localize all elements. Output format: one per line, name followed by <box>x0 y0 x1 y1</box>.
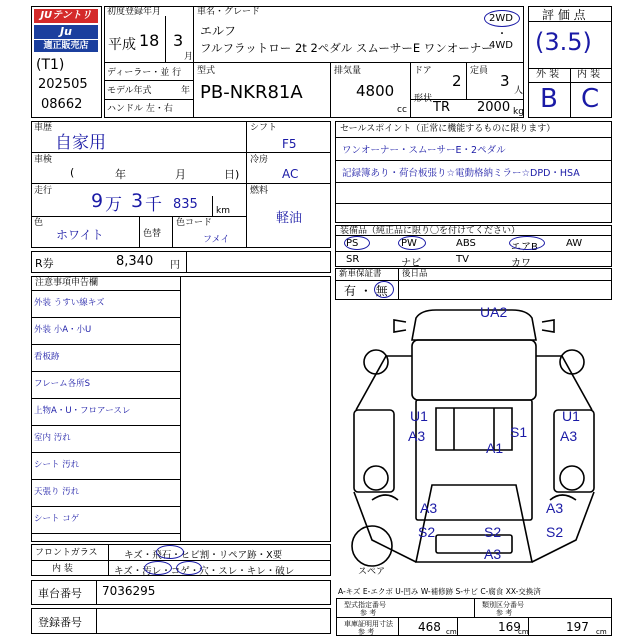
warranty-value: 有 ・ 無 <box>344 284 388 298</box>
color-code-value: フメイ <box>203 235 230 245</box>
note-item: シート 汚れ <box>34 460 80 470</box>
car-name-label: 車名・グレード <box>197 7 261 17</box>
lot-number-1: 202505 <box>38 77 88 92</box>
model-type-label: 型式 <box>197 66 216 76</box>
inspection-day-unit: 日) <box>224 168 240 181</box>
equipment-airbag-circle <box>509 236 545 250</box>
warranty-reissue-label: 後日品 <box>402 269 428 279</box>
recycle-box <box>31 251 331 273</box>
note-item: 外装 うすい線キズ <box>34 298 105 308</box>
height-unit: cm <box>596 628 607 636</box>
drive-dot: ・ <box>497 29 507 40</box>
model-year-label: モデル年式 <box>107 86 152 96</box>
chassis-value: 7036295 <box>102 584 156 598</box>
warranty-none-circle <box>374 281 394 298</box>
equipment-item: エアB <box>511 242 538 253</box>
class-no-ref: 参 考 <box>496 609 513 617</box>
sales-points-label: セールスポイント（正常に機能するものに限ります） <box>340 124 556 134</box>
fuel-label: 燃料 <box>250 186 269 196</box>
width-unit: cm <box>518 628 529 636</box>
color-replaced-label: 色替 <box>143 229 162 239</box>
damage-code: A3 <box>420 500 438 516</box>
capacity-label: 定員 <box>470 66 489 76</box>
damage-code: A3 <box>408 428 426 444</box>
shape-label: 形状 <box>414 94 433 104</box>
note-item: シート コゲ <box>34 514 80 524</box>
damage-code: A1 <box>486 440 504 456</box>
damage-code: S2 <box>546 524 564 540</box>
equipment-item: PS <box>346 238 359 249</box>
shift-value: F5 <box>282 137 297 151</box>
shift-label: シフト <box>250 123 278 133</box>
glass-label: フロントガラス <box>35 548 98 558</box>
glass-chip-circle <box>156 545 184 559</box>
usage-value: 自家用 <box>55 133 106 153</box>
note-item: フレーム各所S <box>34 379 91 389</box>
damage-code: U1 <box>562 408 580 424</box>
spare-label: スペア <box>358 567 386 577</box>
interior-check-value: キズ・汚レ・コゲ・穴・スレ・キレ・破レ <box>114 566 295 577</box>
fuel-value: 軽油 <box>276 211 303 226</box>
equipment-item: TV <box>456 254 469 265</box>
doors-label: ドア <box>414 66 432 76</box>
interior-label: 内 装 <box>577 69 601 80</box>
note-item: 外装 小A・小U <box>34 325 92 335</box>
model-no-ref: 参 考 <box>360 609 377 617</box>
logo-badge: Ju <box>34 25 98 39</box>
length-label: 車庫証明用寸法 <box>344 620 393 628</box>
note-item: 上物A・U・フロアースレ <box>34 406 131 416</box>
damage-code: U1 <box>410 408 428 424</box>
warranty-label: 新車保証書 <box>339 269 382 279</box>
note-item: 天張り 汚れ <box>34 487 80 497</box>
first-reg-month: 3 <box>173 31 184 50</box>
displacement-label: 排気量 <box>334 66 362 76</box>
damage-code: UA2 <box>480 304 508 320</box>
damage-code: S2 <box>484 524 502 540</box>
color-label: 色 <box>34 218 44 228</box>
exterior-label: 外 装 <box>536 69 560 80</box>
mileage-man: 9 <box>91 190 104 212</box>
dealer-label: ディーラー・並 行 <box>107 68 182 78</box>
recycle-unit: 円 <box>170 260 180 271</box>
first-reg-year: 18 <box>139 31 160 50</box>
damage-code: A3 <box>560 428 578 444</box>
damage-code: S2 <box>418 524 436 540</box>
length-value: 468 <box>418 620 441 634</box>
width-value: 169 <box>498 620 521 634</box>
exterior-grade: B <box>540 84 558 114</box>
mileage-sen: 3 <box>131 190 144 212</box>
evaluation-label: 評 価 点 <box>542 8 586 22</box>
displacement-value: 4800 <box>356 82 395 100</box>
recycle-value: 8,340 <box>116 254 154 269</box>
notes-label: 注意事項申告欄 <box>35 278 99 288</box>
equipment-ps-circle <box>344 236 370 250</box>
equipment-label: 装備品（純正品に限り〇を付けてください） <box>340 226 521 236</box>
equipment-item: カワ <box>511 258 531 269</box>
displacement-unit: cc <box>397 105 407 115</box>
model-year-unit: 年 <box>181 86 191 96</box>
aircon-label: 冷房 <box>250 155 269 165</box>
logo-box <box>31 6 102 118</box>
first-reg-month-unit: 月 <box>184 52 194 62</box>
inspection-label: 車検 <box>34 155 53 165</box>
load-value: 2000 <box>477 100 511 115</box>
usage-label: 車歴 <box>34 123 53 133</box>
interior-stain-circle <box>144 561 172 575</box>
sales-points-line2: 記録簿あり・荷台板張り☆電動格納ミラー☆DPD・HSA <box>342 168 580 179</box>
damage-legend: A-キズ E-エクボ U-凹み W-補修跡 S-サビ C-腐食 XX-交換済 <box>338 587 541 596</box>
model-type-value: PB-NKR81A <box>200 82 303 103</box>
logo-subtitle: 適正販売店 <box>34 40 98 52</box>
height-value: 197 <box>566 620 589 634</box>
capacity-unit: 人 <box>514 86 524 96</box>
capacity-value: 3 <box>500 72 510 90</box>
mileage-man-unit: 万 <box>105 195 122 215</box>
damage-code: A3 <box>546 500 564 516</box>
equipment-item: AW <box>566 238 583 249</box>
lot-number-2: 08662 <box>41 97 83 112</box>
model-no-label: 型式指定番号 <box>344 601 386 609</box>
equipment-item: ABS <box>456 238 476 249</box>
note-item: 看板跡 <box>34 352 60 362</box>
mileage-rest: 835 <box>173 197 198 212</box>
inspection-month-unit: 月 <box>175 168 186 181</box>
registration-label: 登録番号 <box>38 616 82 629</box>
equipment-item: ナビ <box>401 258 421 269</box>
color-value: ホワイト <box>56 228 104 242</box>
color-code-label: 色コード <box>176 218 213 228</box>
inspection-year-unit: 年 <box>115 168 126 181</box>
sales-points-line1: ワンオーナー・スムーサーE・2ペダル <box>342 145 506 156</box>
evaluation-score: (3.5) <box>535 28 592 56</box>
length-unit: cm <box>446 628 457 636</box>
logo-top-banner: JUテントリ <box>34 9 98 23</box>
first-reg-era: 平成 <box>108 37 136 53</box>
damage-code: A3 <box>484 546 502 562</box>
interior-burn-circle <box>176 561 202 575</box>
shape-value: TR <box>433 100 450 115</box>
equipment-item: PW <box>401 238 417 249</box>
inspection-open: ( <box>70 166 75 179</box>
chassis-label: 車台番号 <box>38 587 82 600</box>
mileage-label: 走行 <box>34 186 53 196</box>
lot-code: (T1) <box>36 57 65 73</box>
load-unit: kg <box>513 107 524 117</box>
equipment-item: SR <box>346 254 360 265</box>
car-grade: フルフラットロー 2t 2ペダル スムーサーE ワンオーナー <box>200 41 493 55</box>
length-ref: 参 考 <box>358 628 375 636</box>
mileage-unit: km <box>216 206 230 216</box>
note-item: 室内 汚れ <box>34 433 71 443</box>
drive-4wd: 4WD <box>489 40 513 51</box>
aircon-value: AC <box>282 167 299 181</box>
interior-grade: C <box>581 84 600 114</box>
doors-value: 2 <box>452 72 462 90</box>
first-reg-label: 初度登録年月 <box>107 7 162 17</box>
class-no-label: 類別区分番号 <box>482 601 524 609</box>
damage-code: S1 <box>510 424 528 440</box>
glass-value: キズ・飛石・ヒビ割・リペア跡・X要 <box>124 550 283 561</box>
equipment-pw-circle <box>398 236 426 250</box>
handle-label: ハンドル 左・右 <box>107 104 173 114</box>
car-name: エルフ <box>200 24 237 38</box>
interior-check-label: 内 装 <box>52 564 73 574</box>
recycle-label: R券 <box>35 257 54 270</box>
mileage-sen-unit: 千 <box>145 195 162 215</box>
drive-2wd: 2WD <box>489 13 513 24</box>
